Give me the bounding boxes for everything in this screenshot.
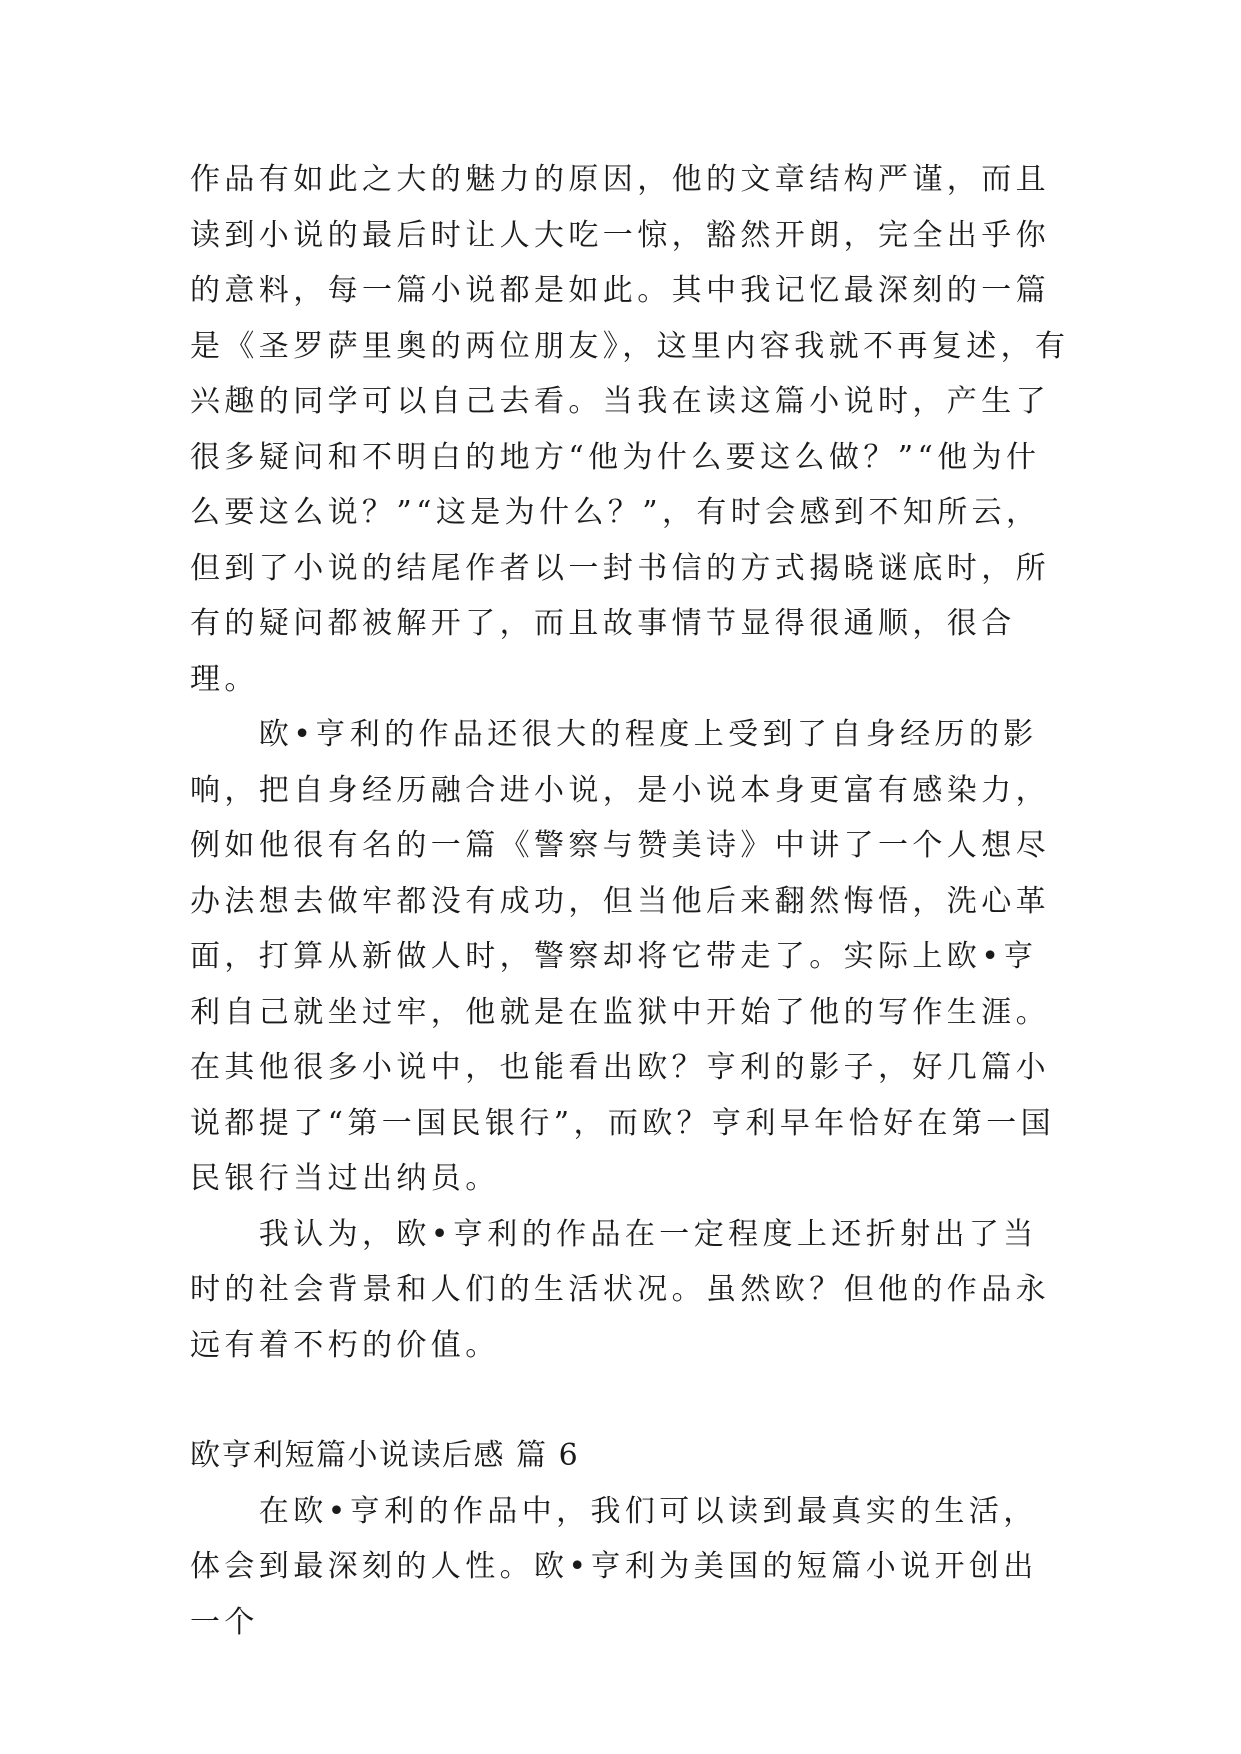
paragraph: 欧•亨利的作品还很大的程度上受到了自身经历的影响，把自身经历融合进小说，是小说本身更富有感染力，例如他很有名的一篇《警察与赞美诗》中讲了一个人想尽办法想去做牢都没有成功，但当他后来翻然悔悟，洗心革面，打算从新做人时，警察却将它带走了。实际上欧•亨利自己就坐过牢，他就是在监狱中开始了他的写作生涯。在其他很多小说中，也能看出欧？亨利的影子，好几篇小说都提了“第一国民银行”，而欧？亨利早年恰好在第一国民银行当过出纳员。 bbox=[190, 717, 1056, 1196]
paragraph: 我认为，欧•亨利的作品在一定程度上还折射出了当时的社会背景和人们的生活状况。虽然欧？但他的作品永远有着不朽的价值。 bbox=[190, 1216, 1050, 1363]
paragraph: 在欧•亨利的作品中，我们可以读到最真实的生活，体会到最深刻的人性。欧•亨利为美国的短篇小说开创出一个 bbox=[190, 1493, 1038, 1640]
section-spacer bbox=[190, 1373, 1070, 1428]
section-heading: 欧亨利短篇小说读后感 篇 6 bbox=[190, 1438, 580, 1473]
document-body bbox=[190, 152, 1070, 1650]
paragraph: 作品有如此之大的魅力的原因，他的文章结构严谨，而且读到小说的最后时让人大吃一惊，豁然开朗，完全出乎你的意料，每一篇小说都是如此。其中我记忆最深刻的一篇是《圣罗萨里奥的两位朋友》，这里内容我就不再复述，有兴趣的同学可以自己去看。当我在读这篇小说时，产生了很多疑问和不明白的地方“他为什么要这么做？”“他为什么要这么说？”“这是为什么？”，有时会感到不知所云，但到了小说的结尾作者以一封书信的方式揭晓谜底时，所有的疑问都被解开了，而且故事情节显得很通顺，很合理。 bbox=[190, 162, 1070, 697]
